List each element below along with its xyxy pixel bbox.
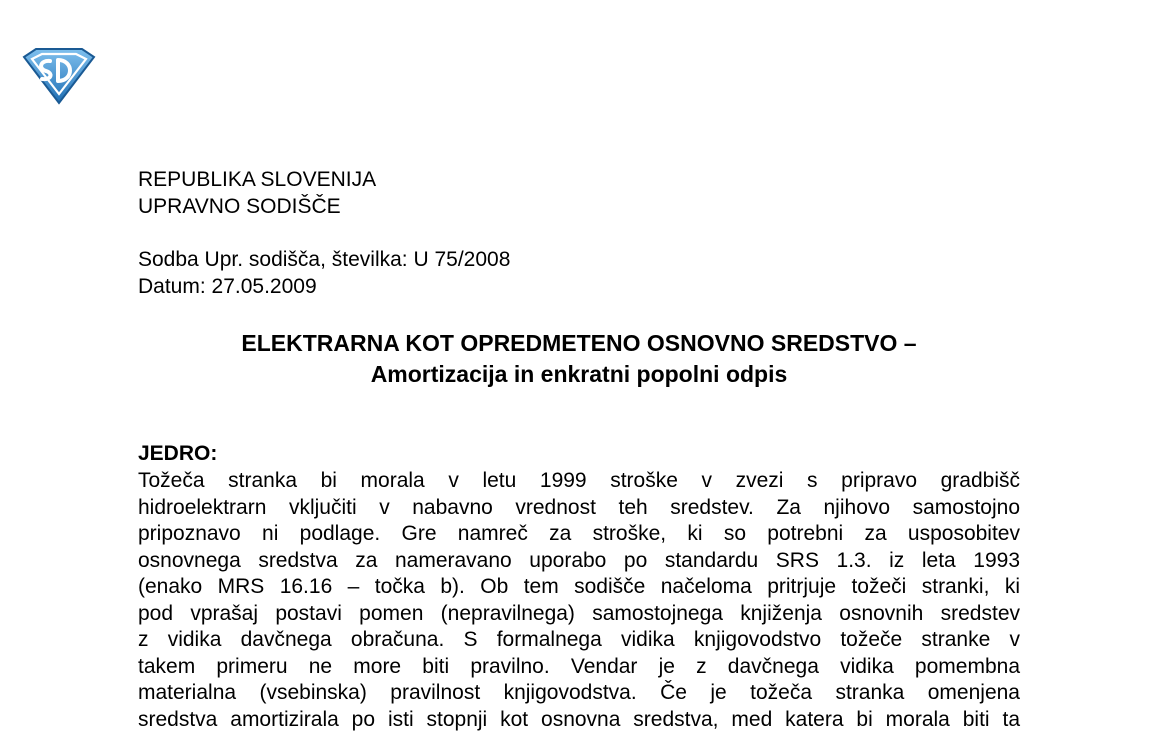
jedro-line: pod vprašaj postavi pomen (nepravilnega) samostojnega knjiženja osnovnih sredstev — [138, 601, 1020, 625]
header-court: UPRAVNO SODIŠČE — [138, 195, 341, 218]
case-date: Datum: 27.05.2009 — [138, 275, 317, 298]
jedro-heading: JEDRO: — [138, 442, 218, 465]
jedro-line: osnovnega sredstva za nameravano uporabo po standardu SRS 1.3. iz leta 1993 — [138, 548, 1020, 572]
header-country: REPUBLIKA SLOVENIJA — [138, 168, 377, 191]
jedro-paragraph — [138, 468, 1020, 733]
jedro-line: materialna (vsebinska) pravilnost knjigovodstva. Če je tožeča stranka omenjena — [138, 681, 1020, 704]
jedro-line: Tožeča stranka bi morala v letu 1999 stroške v zvezi s pripravo gradbišč — [138, 469, 1020, 492]
jedro-line: takem primeru ne more biti pravilno. Vendar je z davčnega vidika pomembna — [138, 654, 1020, 678]
document-title — [138, 328, 1020, 390]
title-line-1: ELEKTRARNA KOT OPREDMETENO OSNOVNO SREDSTVO – — [241, 330, 917, 356]
jedro-line: pripoznavo ni podlage. Gre namreč za stroške, ki so potrebni za usposobitev — [138, 522, 1020, 545]
sd-diamond-logo-icon — [22, 47, 96, 105]
title-line-2: Amortizacija in enkratni popolni odpis — [370, 361, 788, 387]
jedro-line: sredstva amortizirala po isti stopnji kot osnovna sredstva, med katera bi morala biti ta — [138, 707, 1020, 731]
jedro-line: z vidika davčnega obračuna. S formalnega vidika knjigovodstvo tožeče stranke v — [138, 628, 1020, 651]
jedro-line: hidroelektrarn vključiti v nabavno vrednost teh sredstev. Za njihovo samostojno — [138, 495, 1020, 519]
jedro-line: (enako MRS 16.16 – točka b). Ob tem sodišče načeloma pritrjuje tožeči stranki, ki — [138, 575, 1020, 598]
case-number: Sodba Upr. sodišča, številka: U 75/2008 — [138, 248, 511, 271]
case-info — [138, 246, 510, 300]
court-header — [138, 166, 376, 220]
